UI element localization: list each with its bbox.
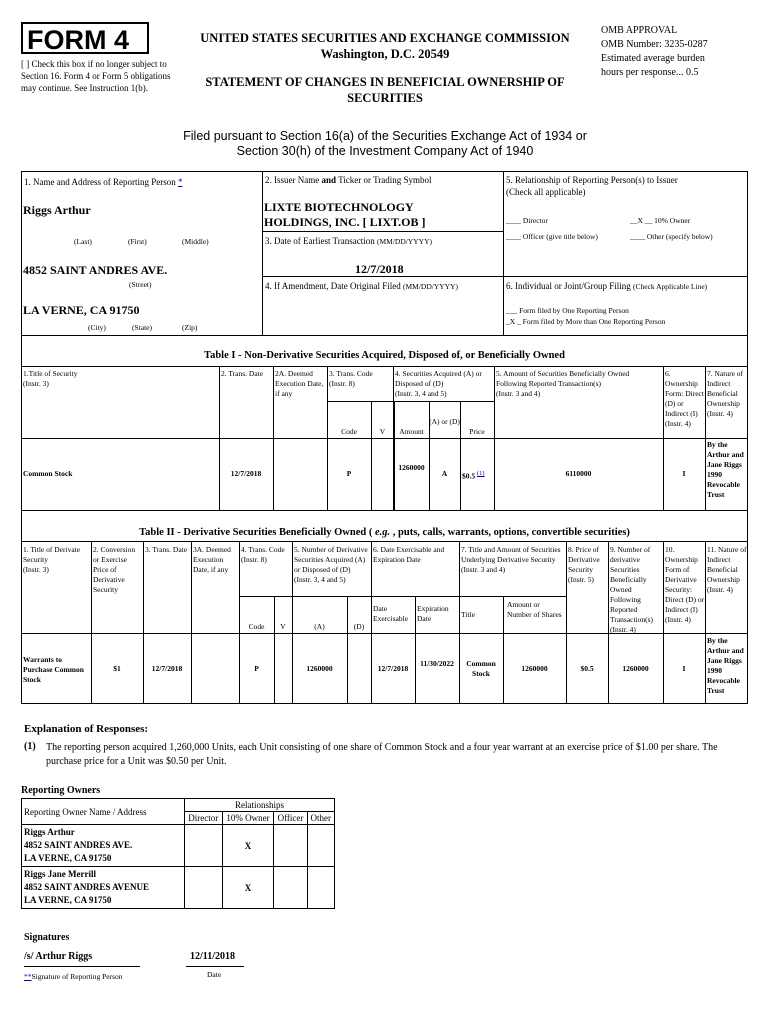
t1-row-ad: A bbox=[441, 469, 448, 478]
footnote-link[interactable]: (1) bbox=[477, 470, 485, 477]
table2-title: Table II - Derivative Securities Beneficially Owned ( e.g. , puts, calls, warrants, options, convertible securities) bbox=[139, 527, 630, 538]
t1-h5: 5. Amount of Securities Beneficially Owned Following Reported Transaction(s) (Instr. 3 and 4) bbox=[496, 369, 630, 398]
t2-sub-exp: Expiration Date bbox=[417, 604, 449, 623]
t1-row-title: Common Stock bbox=[23, 469, 73, 478]
form-title: FORM 4 bbox=[21, 22, 149, 54]
t2-row-title: Warrants to Purchase Common Stock bbox=[23, 655, 84, 684]
t2-sub-d: (D) bbox=[353, 622, 365, 631]
t2-h2: 2. Conversion or Exercise Price of Derivative Security bbox=[93, 545, 136, 594]
table-row: Riggs Jane Merrill 4852 SAINT ANDRES AVENUE LA VERNE, CA 91750 X bbox=[22, 867, 335, 909]
t1-h6: 6. Ownership Form: Direct (D) or Indirect (I) (Instr. 4) bbox=[665, 369, 704, 428]
owners-col-other: Other bbox=[307, 812, 334, 825]
t2-h11: 11. Nature of Indirect Beneficial Ownership (Instr. 4) bbox=[707, 545, 747, 594]
t1-sub-v: V bbox=[379, 427, 386, 436]
middle-label: (Middle) bbox=[182, 237, 209, 246]
t2-h3: 3. Trans. Date bbox=[145, 545, 188, 554]
omb-box: OMB APPROVAL OMB Number: 3235-0287 Estimated average burden hours per response... 0.5 bbox=[601, 25, 708, 78]
date-label: Date bbox=[207, 970, 222, 979]
reporting-owners-title: Reporting Owners bbox=[21, 785, 101, 796]
state-label: (State) bbox=[132, 323, 152, 332]
t1-row-form: I bbox=[682, 469, 686, 478]
checkbox-note: [ ] Check this box if no longer subject to Section 16. Form 4 or Form 5 obligations may continue. See Instruction 1(b). bbox=[21, 59, 171, 93]
t2-row-date: 12/7/2018 bbox=[151, 664, 183, 673]
multi-person-filing: _X _ Form filed by More than One Reporting Person bbox=[506, 317, 666, 326]
t2-sub-title: Title bbox=[461, 610, 475, 619]
filed-pursuant: Filed pursuant to Section 16(a) of the Securities Exchange Act of 1934 or Section 30(h) of the Investment Company Act of 1940 bbox=[183, 129, 587, 158]
t1-sub-ad: (A) or (D) bbox=[429, 417, 460, 426]
owners-row1-x: X bbox=[222, 825, 274, 867]
t2-sub-amount: Amount or Number of Shares bbox=[507, 600, 562, 619]
table1-title: Table I - Non-Derivative Securities Acquired, Disposed of, or Beneficially Owned bbox=[204, 350, 565, 361]
t2-h3a: 3A. Deemed Execution Date, if any bbox=[193, 545, 231, 574]
owners-col-10: 10% Owner bbox=[222, 812, 274, 825]
t1-h7: 7. Nature of Indirect Beneficial Ownership (Instr. 4) bbox=[707, 369, 744, 418]
t2-row-form: I bbox=[682, 664, 686, 673]
t2-row-nature: By the Arthur and Jane Riggs 1990 Revocable Trust bbox=[707, 636, 744, 695]
t2-h5: 5. Number of Derivative Securities Acquired (A) or Disposed of (D) (Instr. 3, 4 and 5) bbox=[294, 545, 368, 584]
t2-h4: 4. Trans. Code (Instr. 8) bbox=[241, 545, 285, 564]
t1-h2a: 2A. Deemed Execution Date, if any bbox=[275, 369, 324, 398]
box2-label: 2. Issuer Name and Ticker or Trading Symbol bbox=[265, 175, 432, 185]
t1-row-date: 12/7/2018 bbox=[230, 469, 262, 478]
t2-h9: 9. Number of derivative Securities Beneficially Owned Following Reported Transaction(s) (Instr. 4) bbox=[610, 545, 654, 634]
t1-h2: 2. Trans. Date bbox=[221, 369, 264, 378]
owners-relationships: Relationships bbox=[185, 799, 335, 812]
t2-row-conv: $1 bbox=[113, 664, 121, 673]
t1-row-nature: By the Arthur and Jane Riggs 1990 Revocable Trust bbox=[707, 440, 744, 499]
t2-row-und-title: Common Stock bbox=[466, 659, 496, 678]
explanation-text: The reporting person acquired 1,260,000 Units, each Unit consisting of one share of Common Stock and a four year warrant at an exercise price of $1.00 per share. The purchase price for a Unit was $0.50 per Unit. bbox=[46, 742, 718, 767]
owners-row2-x: X bbox=[222, 867, 274, 909]
t1-sub-price: Price bbox=[469, 427, 485, 436]
signatures-title: Signatures bbox=[24, 932, 70, 943]
t2-sub-date-ex: Date Exercisable bbox=[373, 604, 408, 623]
t2-row-owned: 1260000 bbox=[622, 664, 649, 673]
other-check: ____ Other (specify below) bbox=[630, 232, 713, 241]
signature-label: **Signature of Reporting Person bbox=[24, 972, 123, 981]
t2-row-exercisable: 12/7/2018 bbox=[377, 664, 409, 673]
owners-col-name: Reporting Owner Name / Address bbox=[22, 799, 185, 825]
t2-h1: 1. Title of Derivate Security (Instr. 3) bbox=[23, 545, 81, 574]
t1-sub-code: Code bbox=[341, 427, 357, 436]
t2-h10: 10. Ownership Form of Derivative Security: Direct (D) or Indirect (I) (Instr. 4) bbox=[665, 545, 705, 624]
ten-percent-owner-check: __X __ 10% Owner bbox=[630, 216, 691, 225]
owners-col-director: Director bbox=[185, 812, 223, 825]
t1-h3: 3. Trans. Code (Instr. 8) bbox=[329, 369, 373, 388]
t1-h4: 4. Securities Acquired (A) or Disposed of (D) (Instr. 3, 4 and 5) bbox=[395, 369, 482, 398]
t1-row-amount: 1260000 bbox=[398, 463, 425, 472]
officer-check: ____ Officer (give title below) bbox=[506, 232, 598, 241]
director-check: ____ Director bbox=[506, 216, 548, 225]
t2-sub-a: (A) bbox=[314, 622, 325, 631]
t2-row-price: $0.5 bbox=[580, 664, 594, 673]
last-label: (Last) bbox=[74, 237, 92, 246]
reporting-owners-table bbox=[21, 798, 335, 909]
t2-h8: 8. Price of Derivative Security (Instr. 5) bbox=[568, 545, 600, 584]
t2-row-und-amount: 1260000 bbox=[521, 664, 548, 673]
t2-row-a: 1260000 bbox=[306, 664, 333, 673]
signature-footnote-link[interactable]: ** bbox=[24, 972, 32, 981]
box5-label: 5. Relationship of Reporting Person(s) to Issuer (Check all applicable) bbox=[506, 175, 678, 197]
earliest-transaction-date: 12/7/2018 bbox=[355, 262, 404, 276]
street-label: (Street) bbox=[129, 280, 152, 289]
owners-col-officer: Officer bbox=[274, 812, 307, 825]
table1 bbox=[21, 336, 748, 511]
t2-h6: 6. Date Exercisable and Expiration Date bbox=[373, 545, 445, 564]
t1-row-price: $0.5 (1) bbox=[462, 470, 485, 481]
street-address: 4852 SAINT ANDRES AVE. bbox=[23, 263, 168, 277]
t2-row-expiration: 11/30/2022 bbox=[420, 659, 454, 668]
signature-value: /s/ Arthur Riggs bbox=[24, 951, 93, 962]
signature-date: 12/11/2018 bbox=[190, 951, 236, 962]
one-person-filing: ___ Form filed by One Reporting Person bbox=[506, 306, 629, 315]
box4-label: 4. If Amendment, Date Original Filed (MM/DD/YYYY) bbox=[265, 281, 458, 291]
box1-label: 1. Name and Address of Reporting Person * bbox=[24, 177, 183, 187]
box6-label: 6. Individual or Joint/Group Filing (Check Applicable Line) bbox=[506, 281, 708, 291]
issuer-name: LIXTE BIOTECHNOLOGY HOLDINGS, INC. [ LIXT.OB ] bbox=[264, 200, 426, 229]
t2-sub-v: V bbox=[280, 622, 286, 631]
t1-h1: 1.Title of Security (Instr. 3) bbox=[23, 369, 78, 388]
first-label: (First) bbox=[128, 237, 147, 246]
t1-sub-amount: Amount bbox=[399, 427, 424, 436]
t2-h7: 7. Title and Amount of Securities Underlying Derivative Security (Instr. 3 and 4) bbox=[461, 545, 561, 574]
t2-sub-code: Code bbox=[248, 622, 265, 631]
t1-row-code: P bbox=[346, 469, 352, 478]
city-label: (City) bbox=[88, 323, 106, 332]
zip-label: (Zip) bbox=[182, 323, 198, 332]
t2-row-code: P bbox=[254, 664, 259, 673]
city-state-zip: LA VERNE, CA 91750 bbox=[23, 303, 140, 317]
explanation-number: (1) bbox=[24, 741, 36, 752]
reporting-person-name: Riggs Arthur bbox=[23, 203, 91, 217]
t1-row-owned: 6110000 bbox=[565, 469, 592, 478]
box3-label: 3. Date of Earliest Transaction (MM/DD/YYYY) bbox=[265, 236, 432, 246]
sec-title: UNITED STATES SECURITIES AND EXCHANGE COMMISSION Washington, D.C. 20549 bbox=[200, 31, 570, 61]
explanation-title: Explanation of Responses: bbox=[24, 723, 149, 735]
statement-title: STATEMENT OF CHANGES IN BENEFICIAL OWNERSHIP OF SECURITIES bbox=[205, 75, 565, 105]
table-row: Riggs Arthur 4852 SAINT ANDRES AVE. LA VERNE, CA 91750 X bbox=[22, 825, 335, 867]
